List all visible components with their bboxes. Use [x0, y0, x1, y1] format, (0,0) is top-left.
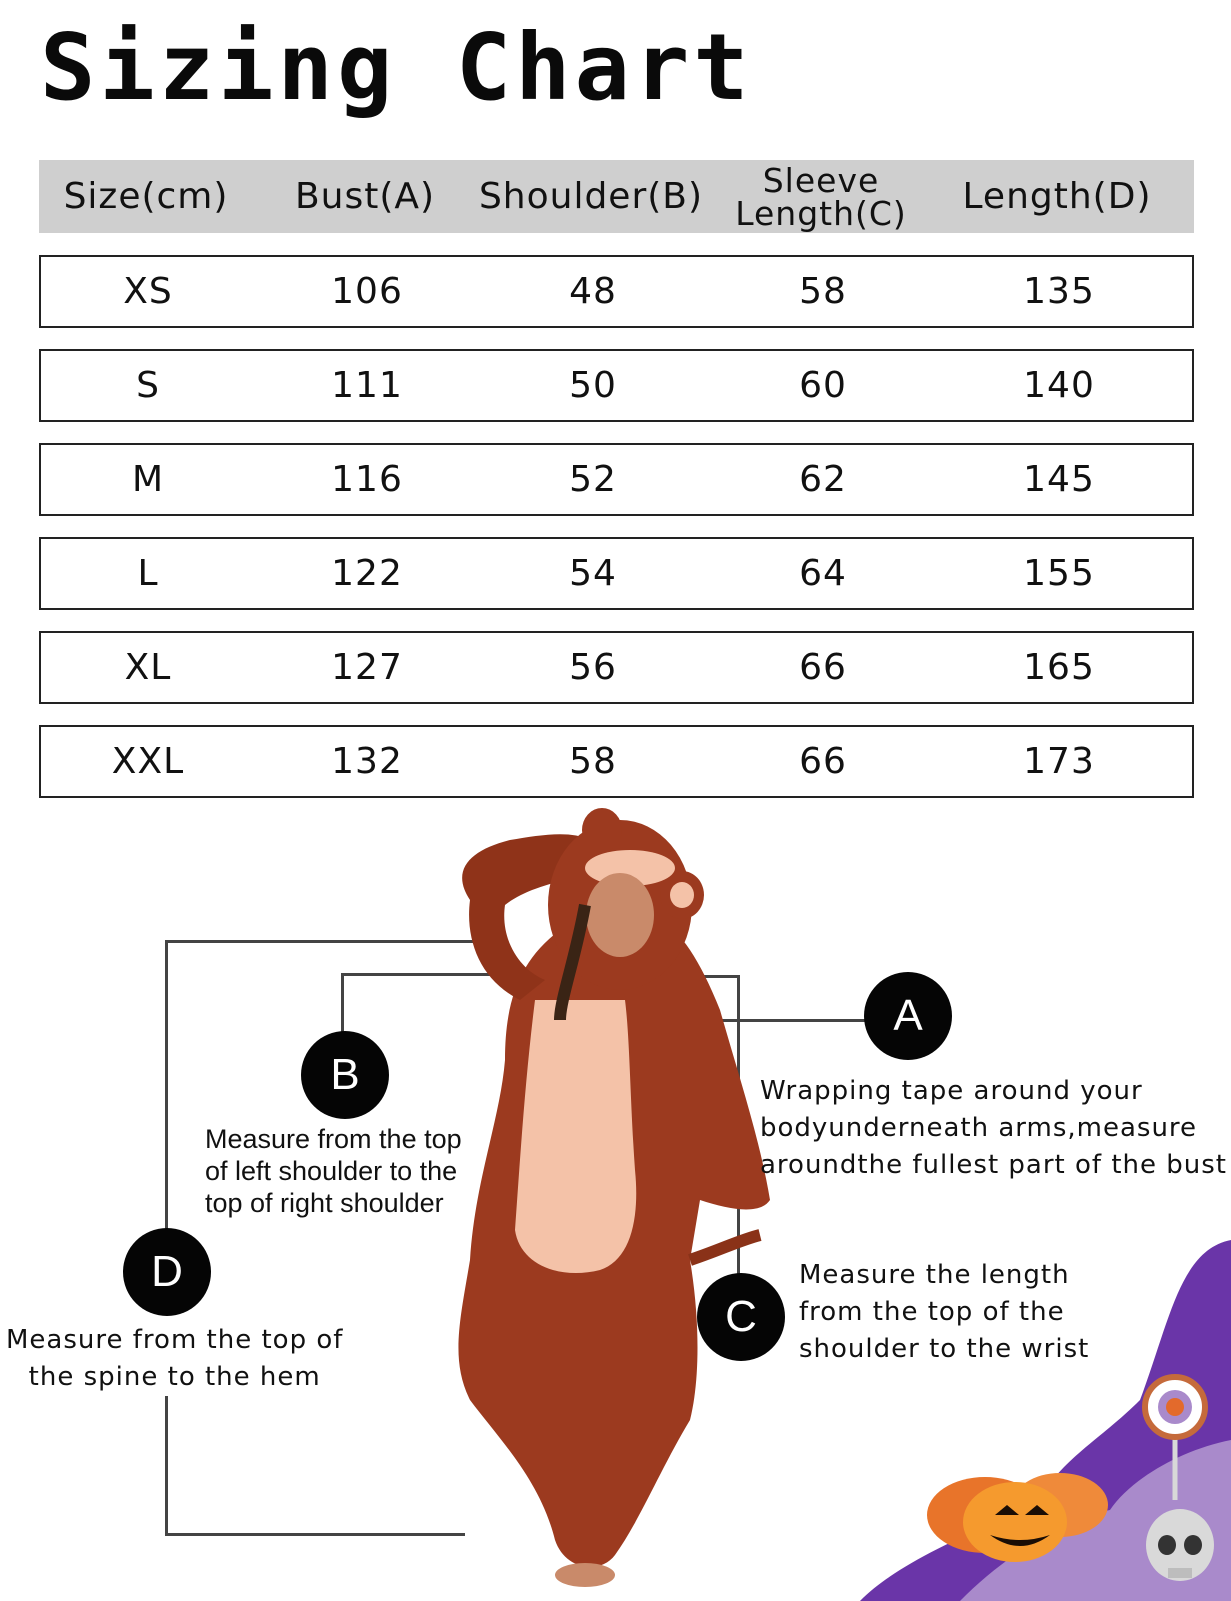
header-bust: Bust(A) [294, 175, 436, 217]
cell-bust: 127 [331, 647, 403, 688]
badge-c: C [697, 1273, 785, 1361]
header-sleeve-line1: Sleeve [762, 160, 880, 200]
note-c-line: from the top of the [799, 1297, 1065, 1327]
face [586, 873, 654, 957]
note-b [205, 1123, 462, 1219]
cell-shoulder: 48 [569, 271, 617, 312]
header-size: Size(cm) [63, 175, 229, 217]
cell-length: 155 [1023, 553, 1095, 594]
cell-shoulder: 56 [569, 647, 617, 688]
cell-size: XXL [111, 741, 185, 782]
cell-bust: 122 [331, 553, 403, 594]
note-a-line: bodyunderneath arms,measure [760, 1113, 1198, 1143]
note-b-line: Measure from the top [205, 1124, 462, 1154]
note-b-line: top of right shoulder [205, 1188, 444, 1218]
cell-shoulder: 52 [569, 459, 617, 500]
cell-sleeve: 58 [799, 271, 847, 312]
badge-d: D [123, 1228, 211, 1316]
cell-size: L [137, 553, 159, 594]
cell-sleeve: 62 [799, 459, 847, 500]
cell-sleeve: 64 [799, 553, 847, 594]
cell-size: XL [124, 647, 172, 688]
header-sleeve-line2: Length(C) [735, 193, 907, 233]
note-d-line: the spine to the hem [28, 1362, 321, 1392]
cell-shoulder: 58 [569, 741, 617, 782]
page-title: Sizing Chart [40, 14, 753, 121]
header-shoulder: Shoulder(B) [478, 175, 704, 217]
note-c [799, 1257, 1089, 1368]
note-b-line: of left shoulder to the [205, 1156, 458, 1186]
cell-sleeve: 66 [799, 647, 847, 688]
cell-length: 140 [1023, 365, 1095, 406]
cell-length: 145 [1023, 459, 1095, 500]
note-c-line: shoulder to the wrist [799, 1334, 1090, 1364]
cell-size: XS [123, 271, 173, 312]
cell-size: S [136, 365, 160, 406]
cell-length: 173 [1023, 741, 1095, 782]
cell-bust: 106 [331, 271, 403, 312]
header-length: Length(D) [962, 175, 1152, 217]
cell-length: 135 [1023, 271, 1095, 312]
note-a [760, 1073, 1227, 1184]
badge-a: A [864, 972, 952, 1060]
cell-bust: 116 [331, 459, 403, 500]
cell-bust: 111 [331, 365, 403, 406]
note-a-line: Wrapping tape around your [760, 1076, 1143, 1106]
note-d-line: Measure from the top of [6, 1325, 344, 1355]
cell-length: 165 [1023, 647, 1095, 688]
cell-size: M [131, 459, 165, 500]
note-c-line: Measure the length [799, 1260, 1070, 1290]
cell-shoulder: 50 [569, 365, 617, 406]
cell-bust: 132 [331, 741, 403, 782]
badge-b: B [301, 1031, 389, 1119]
onesie-belly [515, 1000, 636, 1273]
note-d [6, 1322, 343, 1396]
cell-sleeve: 60 [799, 365, 847, 406]
note-a-line: aroundthe fullest part of the bust [760, 1150, 1227, 1180]
cell-shoulder: 54 [569, 553, 617, 594]
cell-sleeve: 66 [799, 741, 847, 782]
